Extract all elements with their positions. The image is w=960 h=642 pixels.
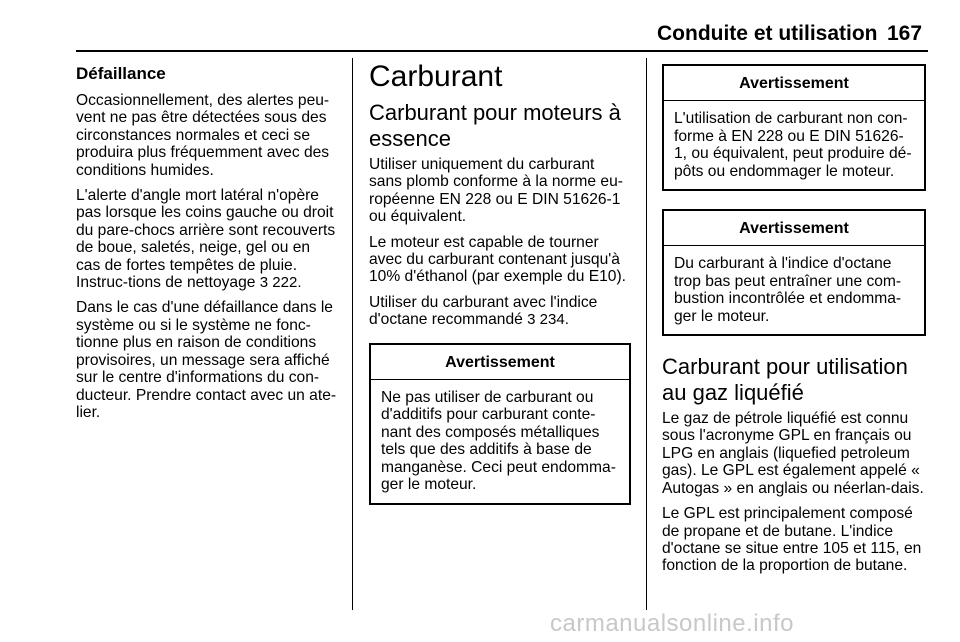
chapter-heading-fuel: Carburant [369,60,503,93]
paragraph: Occasionnellement, des alertes peu-vent ne pas être détectées sous des circonstances normales et ceci se produira plus fréquemment avec des conditions humides. [76,92,330,179]
section-heading-petrol: Carburant pour moteurs à essence [369,100,621,151]
watermark-text: carmanualsonline.info [550,610,794,637]
paragraph-octane [369,294,631,329]
page-number: 167 [887,22,923,45]
column-divider-left [352,58,353,610]
column-middle [369,60,631,523]
warning-body: L'utilisation de carburant non con-forme à EN 228 ou E DIN 51626-1, ou équivalent, peut produire dé-pôts ou endommager le moteur. [674,110,912,180]
paragraph-text: Utiliser du carburant avec l'indice d'octane recommandé [369,293,598,329]
paragraph: Utiliser uniquement du carburant sans plomb conforme à la norme eu-ropéenne EN 228 ou E DIN 51626-1 ou équivalent. [369,156,623,226]
warning-box [369,343,631,505]
page-reference-link[interactable]: 3 222. [259,274,302,292]
header-rule [76,50,928,52]
warning-box [662,209,926,336]
paragraph-cleaning [76,187,338,291]
warning-body: Ne pas utiliser de carburant ou d'additifs pour carburant conte-nant des composés métalliques tels que des additifs à base de manganèse. Ceci peut endomma-ger le moteur. [381,389,616,494]
paragraph: Dans le cas d'une défaillance dans le système ou si le système ne fonc-tionne plus en raison de conditions provisoires, un message sera affiché sur le centre d'informations du con-ducteur. Prendre contact avec un ate-lier. [76,299,337,421]
section-heading-failure: Défaillance [76,64,166,83]
column-left [76,64,338,429]
warning-title: Avertissement [664,66,924,101]
paragraph: Le gaz de pétrole liquéfié est connu sous l'acronyme GPL en français ou LPG en anglais (liquefied petroleum gas). Le GPL est également appelé « Autogas » en anglais ou néerlan-dais. [662,410,924,497]
warning-body: Du carburant à l'indice d'octane trop bas peut entraîner une com-bustion incontrôlée et endomma-ger le moteur. [674,255,902,325]
warning-title: Avertissement [664,211,924,246]
running-header-title: Conduite et utilisation [657,22,878,45]
warning-box [662,64,926,191]
page-reference-link[interactable]: 3 234. [527,311,569,329]
warning-title: Avertissement [371,345,629,380]
paragraph: Le GPL est principalement composé de propane et de butane. L'indice d'octane se situe entre 105 et 115, en fonction de la proportion de butane. [662,505,922,575]
paragraph: Le moteur est capable de tourner avec du carburant contenant jusqu'à 10% d'éthanol (par exemple du E10). [369,233,626,286]
column-divider-right [646,58,647,610]
paragraph-text: L'alerte d'angle mort latéral n'opère pas lorsque les coins gauche ou droit du pare-chocs arrière sont recouverts de boue, saletés, neige, gel ou en cas de fortes tempêtes de pluie. Instruc-tions de nettoyage [76,187,336,292]
column-right [662,64,926,583]
section-heading-lpg: Carburant pour utilisation au gaz liquéfié [662,354,908,406]
